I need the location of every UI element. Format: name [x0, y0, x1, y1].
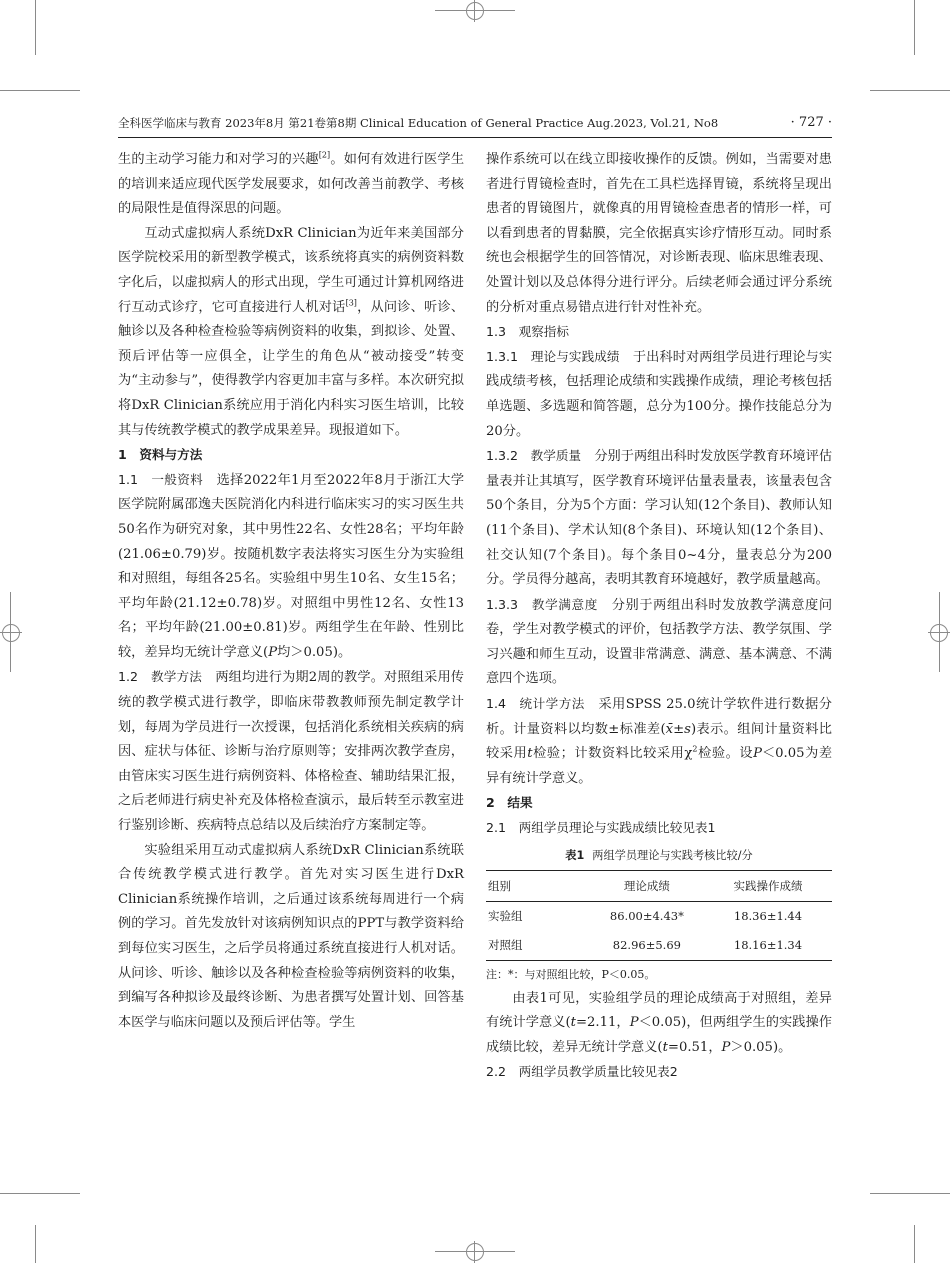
table-row — [486, 901, 832, 931]
section-1-3-heading: 1.3 观察指标 — [486, 324, 569, 340]
table-cell: 实验组 — [488, 909, 523, 924]
section-1-2-title: 1.2 教学方法 — [118, 669, 202, 685]
section-1-3-1: 1.3.1 理论与实践成绩 于出科时对两组学员进行理论与实践成绩考核，包括理论成绩和实践操作成绩，理论考核包括单选题、多选题和简答题，总分为100分。操作技能总分为20分。 — [486, 348, 833, 439]
table-cell: 18.36±1.44 — [733, 909, 803, 924]
section-1-3-2-title: 1.3.2 教学质量 — [486, 448, 582, 464]
table-header-group: 组别 — [486, 870, 590, 901]
paragraph-intro-end: 生的主动学习能力和对学习的兴趣[2]。如何有效进行医学生的培训来适应现代医学发展要求，如何改善当前教学、考核的局限性是值得深思的问题。 — [118, 150, 465, 217]
table-cell: 18.16±1.34 — [704, 931, 832, 961]
table-row — [486, 931, 832, 961]
running-header — [118, 114, 832, 132]
section-2-2-heading: 2.2 两组学员教学质量比较见表2 — [486, 1064, 678, 1080]
section-1-1: 1.1 一般资料 选择2022年1月至2022年8月于浙江大学医学院附属邵逸夫医院消化内科进行临床实习的实习医生共50名作为研究对象，其中男性22名、女性28名；平均年龄(21.06±0.79)岁。按随机数字表法将实习医生分为实验组和对照组，每组各25名。实验组中男生10名、女生15名；平均年龄(21.12±0.78)岁。对照组中男性12名、女性13名；平均年龄(21.00±0.81)岁。两组学生在年龄、性别比较，差异均无统计学意义(P均＞0.05)。 — [118, 471, 465, 660]
section-2-heading: 2 结果 — [486, 795, 533, 811]
table-header-practice: 实践操作成绩 — [704, 870, 832, 901]
table-1-title: 两组学员理论与实践考核比较/分 — [592, 848, 753, 862]
journal-citation: 全科医学临床与教育 2023年8月 第21卷第8期 Clinical Education of General Practice Aug.2023, Vol.21, No8 — [118, 116, 719, 130]
right-column — [486, 148, 832, 1085]
table-header-row — [486, 870, 832, 901]
table-1-caption — [486, 848, 832, 864]
left-column — [118, 148, 464, 1035]
paragraph-system-operation: 操作系统可以在线立即接收操作的反馈。例如，当需要对患者进行胃镜检查时，首先在工具栏选择胃镜，系统将呈现出患者的胃镜图片，就像真的用胃镜检查患者的情形一样，可以看到患者的胃黏膜，完全依据真实诊疗情形互动。同时系统也会根据学生的回答情况，对诊断表现、临床思维表现、处置计划以及总体得分进行评分。后续老师会通过评分系统的分析对重点易错点进行针对性补充。 — [486, 152, 832, 315]
table-cell: 对照组 — [486, 931, 590, 961]
paragraph-experimental-group: 实验组采用互动式虚拟病人系统DxR Clinician系统联合传统教学模式进行教学。首先对实习医生进行DxR Clinician系统操作培训，之后通过该系统每周进行一个病例的学习。首先发放针对该病例知识点的PPT与教学资料给到每位实习医生，之后学员将通过系统直接进行人机对话。从问诊、听诊、触诊以及各种检查检验等病例资料的收集，到编写各种拟诊及最终诊断、为患者撰写处置计划、回答基本医学与临床问题以及预后评估等。学生 — [118, 842, 464, 1030]
citation-3: [3] — [345, 298, 357, 308]
section-1-3-1-title: 1.3.1 理论与实践成绩 — [486, 348, 620, 364]
section-2-1-heading: 2.1 两组学员理论与实践成绩比较见表1 — [486, 820, 716, 836]
table-header-theory: 理论成绩 — [590, 870, 704, 901]
page-number: · 727 · — [790, 115, 832, 130]
section-1-3-3-title: 1.3.3 教学满意度 — [486, 596, 598, 612]
section-1-3-2: 1.3.2 教学质量 分别于两组出科时发放医学教育环境评估量表并让其填写，医学教育环境评估量表量表，该量表包含50个条目，分为5个方面：学习认知(12个条目)、教师认知(11个条目)、学术认知(8个条目)、环境认知(12个条目)、社交认知(7个条目)。每个条目0~4分，量表总分为200分。学员得分越高，表明其教育环境越好，教学质量越高。 — [486, 448, 833, 588]
table-1-label: 表1 — [565, 848, 585, 862]
section-1-3-3: 1.3.3 教学满意度 分别于两组出科时发放教学满意度问卷，学生对教学模式的评价，包括教学方法、教学氛围、学习兴趣和师生互动，设置非常满意、满意、基本满意、不满意四个选项。 — [486, 596, 833, 687]
section-1-heading: 1 资料与方法 — [118, 447, 203, 463]
table-1-note: 注：*：与对照组比较，P＜0.05。 — [486, 967, 656, 981]
section-1-4: 1.4 统计学方法 采用SPSS 25.0统计学软件进行数据分析。计量资料以均数±标准差(x̄±s)表示。组间计量资料比较采用t检验；计数资料比较采用$\chi^2$检验。设P＜0.05为差异有统计学意义。 — [486, 696, 833, 786]
paragraph-table-1-result: 由表1可见，实验组学员的理论成绩高于对照组，差异有统计学意义(t=2.11，P＜0.05)，但两组学生的实践操作成绩比较，差异无统计学意义(t=0.51，P＞0.05)。 — [486, 990, 832, 1055]
citation-2: [2] — [318, 150, 331, 160]
table-cell: 86.00±4.43* — [609, 909, 684, 924]
header-rule — [118, 137, 832, 138]
table-1 — [486, 870, 832, 961]
section-1-2: 1.2 教学方法 两组均进行为期2周的教学。对照组采用传统的教学模式进行教学，即临床带教教师预先制定教学计划，每周为学员进行一次授课，包括消化系统相关疾病的病因、症状与体征、诊断与治疗原则等；安排两次教学查房，由管床实习医生进行病例资料、体格检查、辅助结果汇报，之后老师进行病史补充及体格检查演示，最后转至示教室进行鉴别诊断、疾病特点总结以及后续治疗方案制定等。 — [118, 669, 464, 834]
section-1-1-title: 1.1 一般资料 — [118, 471, 204, 487]
paragraph-dxr-intro: 互动式虚拟病人系统DxR Clinician为近年来美国部分医学院校采用的新型教学模式，该系统将真实的病例资料数字化后，以虚拟病人的形式出现，学生可通过计算机网络进行互动式诊疗，它可直接进行人机对话[3]，从问诊、听诊、触诊以及各种检查检验等病例资料的收集，到拟诊、处置、预后评估等一应俱全，让学生的角色从“被动接受”转变为“主动参与”，使得教学内容更加丰富与多样。本次研究拟将DxR Clinician系统应用于消化内科实习医生培训，比较其与传统教学模式的教学成果差异。现报道如下。 — [118, 225, 465, 438]
section-1-4-title: 1.4 统计学方法 — [486, 696, 585, 712]
table-cell: 82.96±5.69 — [590, 931, 704, 961]
